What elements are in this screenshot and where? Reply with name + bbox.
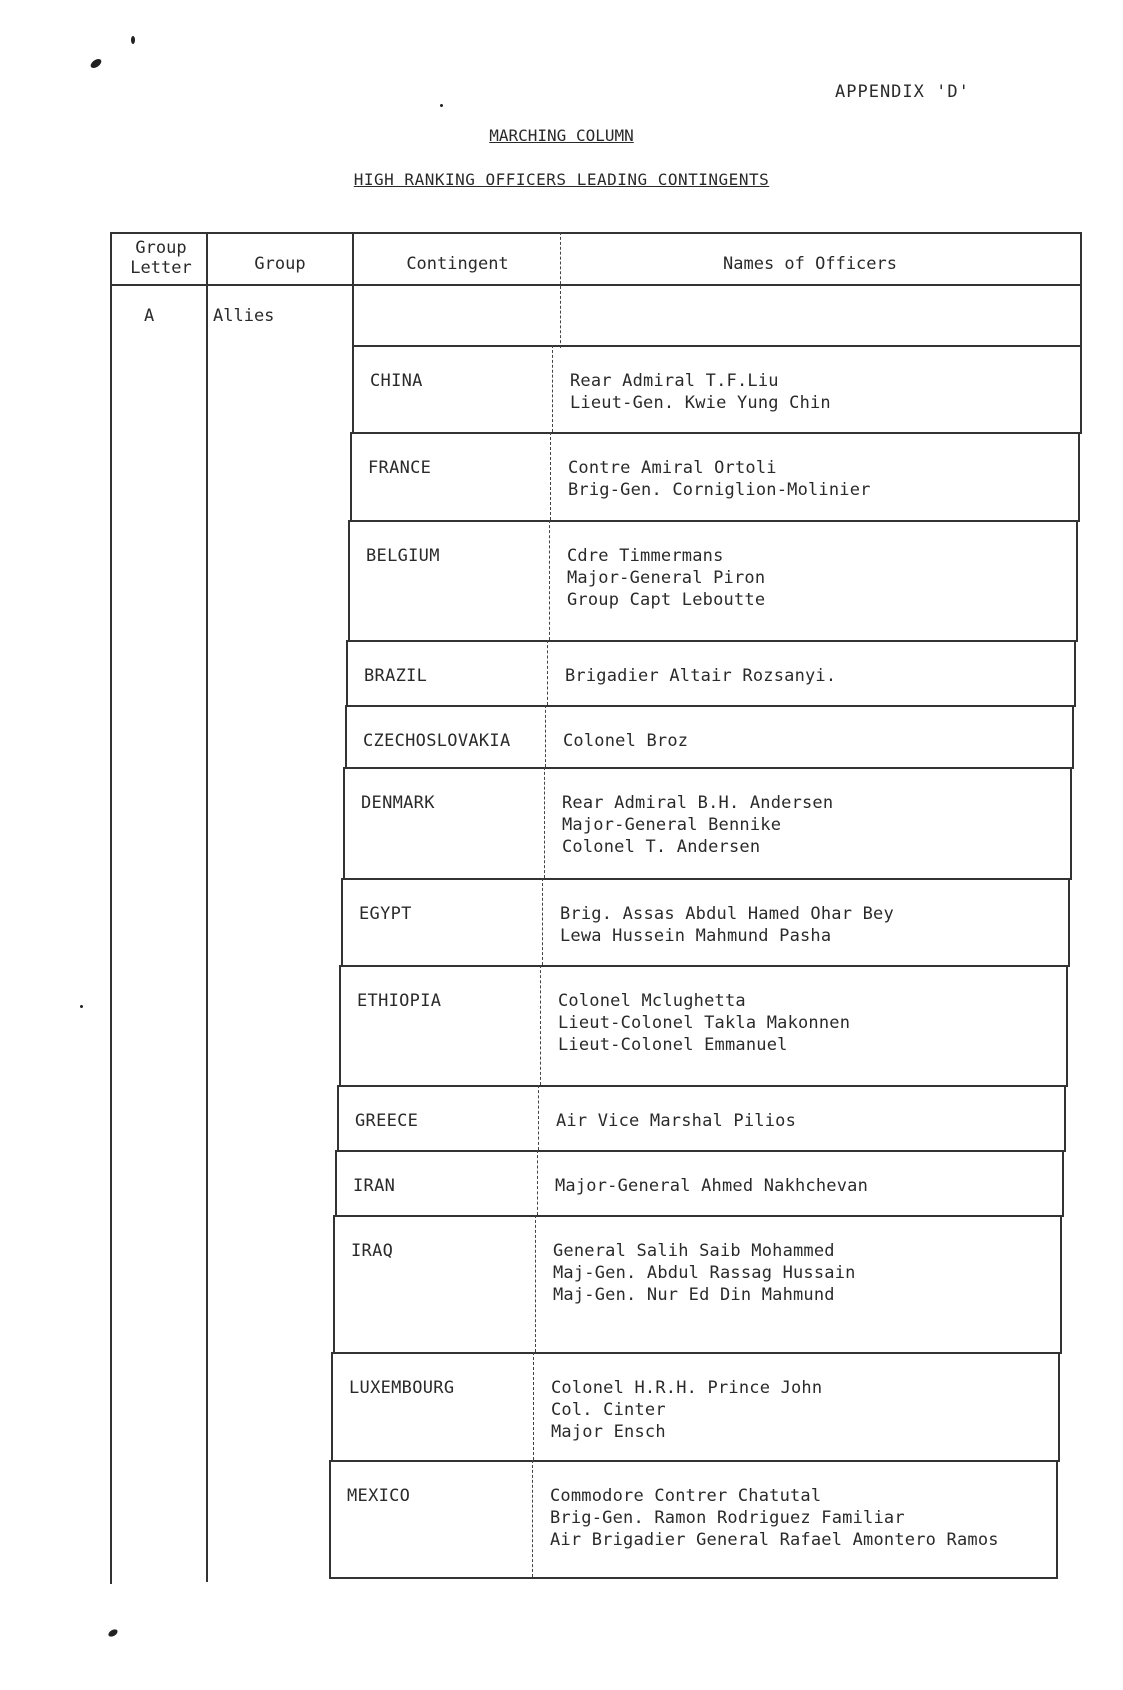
row-border (350, 520, 1080, 522)
row-border (341, 965, 1070, 967)
scan-speck (107, 1628, 119, 1638)
row-border (352, 432, 1082, 434)
right-border (1078, 432, 1080, 520)
appendix-label: APPENDIX 'D' (835, 82, 970, 102)
table-top-border (110, 232, 1082, 234)
contingent-cell: FRANCE (368, 458, 432, 478)
officers-cell: Colonel H.R.H. Prince John Col. Cinter Major Ensch (551, 1378, 823, 1442)
contingent-left-border (335, 1150, 337, 1215)
scan-speck (89, 57, 103, 70)
officers-column-divider (535, 1215, 536, 1352)
right-border (1056, 1460, 1058, 1577)
contingent-cell: IRAN (353, 1176, 396, 1196)
contingent-left-border (331, 1352, 333, 1460)
officers-cell: Commodore Contrer Chatutal Brig-Gen. Ramon Rodriguez Familiar Air Brigadier General Rafael Amontero Ramos (550, 1486, 999, 1550)
officers-cell: Air Vice Marshal Pilios (556, 1111, 797, 1131)
officers-cell: Rear Admiral T.F.Liu Lieut-Gen. Kwie Yung Chin (570, 371, 831, 413)
page-subtitle: HIGH RANKING OFFICERS LEADING CONTINGENTS (353, 170, 770, 189)
contingent-cell: BRAZIL (364, 666, 428, 686)
contingent-left-border (348, 520, 350, 640)
contingent-left-border (352, 345, 354, 432)
scan-speck (440, 104, 443, 107)
group-column-border (206, 232, 208, 1582)
right-border (1068, 878, 1070, 965)
officers-column-divider (549, 520, 550, 640)
row-border (331, 1460, 1060, 1462)
contingent-column-border (352, 232, 354, 350)
officers-cell: General Salih Saib Mohammed Maj-Gen. Abdul Rassag Hussain Maj-Gen. Nur Ed Din Mahmund (553, 1241, 856, 1305)
column-header-officers: Names of Officers (723, 254, 897, 274)
left-border (110, 232, 112, 1584)
officers-cell: Colonel Mclughetta Lieut-Colonel Takla Makonnen Lieut-Colonel Emmanuel (558, 991, 851, 1055)
contingent-cell: BELGIUM (366, 546, 440, 566)
officers-column-divider (550, 432, 551, 520)
officers-column-divider (538, 1085, 539, 1150)
right-border (1064, 1085, 1066, 1150)
contingent-cell: EGYPT (359, 904, 412, 924)
page-title: MARCHING COLUMN (489, 126, 634, 145)
officers-cell: Major-General Ahmed Nakhchevan (555, 1176, 869, 1196)
officers-column-divider (533, 1352, 534, 1460)
contingent-cell: MEXICO (347, 1486, 411, 1506)
right-border (1060, 1215, 1062, 1352)
row-border (345, 767, 1074, 769)
contingent-cell: DENMARK (361, 793, 435, 813)
right-border (1066, 965, 1068, 1085)
group-cell: Allies (213, 306, 275, 326)
contingent-left-border (350, 432, 352, 520)
header-bottom-border (110, 284, 1082, 286)
row-border (352, 345, 1082, 347)
contingent-cell: CZECHOSLOVAKIA (363, 731, 511, 751)
contingent-left-border (341, 878, 343, 965)
contingent-left-border (339, 965, 341, 1085)
scan-speck (80, 1005, 83, 1008)
officers-cell: Rear Admiral B.H. Andersen Major-General Bennike Colonel T. Andersen (562, 793, 834, 857)
row-border (346, 705, 1076, 707)
officers-column-divider (540, 965, 541, 1085)
scan-speck (131, 36, 135, 44)
right-border (1058, 1352, 1060, 1460)
officers-column-divider (532, 1460, 533, 1577)
officers-column-divider (547, 640, 548, 705)
officers-column-divider (552, 345, 553, 432)
column-header-contingent: Contingent (406, 254, 509, 274)
contingent-cell: LUXEMBOURG (349, 1378, 455, 1398)
officers-cell: Contre Amiral Ortoli Brig-Gen. Corniglion-Molinier (568, 458, 871, 500)
contingent-cell: CHINA (370, 371, 423, 391)
right-border (1072, 705, 1074, 767)
contingent-left-border (329, 1460, 331, 1577)
row-border (343, 878, 1072, 880)
contingent-left-border (345, 705, 347, 767)
row-border (333, 1352, 1062, 1354)
contingent-left-border (333, 1215, 335, 1352)
officers-column-divider (542, 878, 543, 965)
row-border (329, 1577, 1058, 1579)
contingent-cell: ETHIOPIA (357, 991, 442, 1011)
right-border (1076, 520, 1078, 640)
row-border (348, 640, 1078, 642)
row-border (337, 1150, 1066, 1152)
row-border (335, 1215, 1064, 1217)
right-border (1062, 1150, 1064, 1215)
column-header-group-letter: Group Letter (130, 238, 192, 278)
officers-cell: Colonel Broz (563, 731, 689, 751)
contingent-cell: GREECE (355, 1111, 419, 1131)
officers-column-divider (544, 767, 545, 878)
contingent-cell: IRAQ (351, 1241, 394, 1261)
contingent-left-border (337, 1085, 339, 1150)
officers-cell: Cdre Timmermans Major-General Piron Group Capt Leboutte (567, 546, 766, 610)
contingent-left-border (343, 767, 345, 878)
right-border (1070, 767, 1072, 878)
right-border (1074, 640, 1076, 705)
right-border (1080, 345, 1082, 432)
officers-cell: Brigadier Altair Rozsanyi. (565, 666, 837, 686)
officers-cell: Brig. Assas Abdul Hamed Ohar Bey Lewa Hussein Mahmund Pasha (560, 904, 894, 946)
officers-column-divider (537, 1150, 538, 1215)
officers-column-divider (545, 705, 546, 767)
officers-column-divider (560, 232, 561, 348)
row-border (339, 1085, 1068, 1087)
contingent-left-border (346, 640, 348, 705)
column-header-group: Group (254, 254, 306, 274)
group-letter-cell: A (144, 306, 155, 326)
right-border (1080, 232, 1082, 345)
